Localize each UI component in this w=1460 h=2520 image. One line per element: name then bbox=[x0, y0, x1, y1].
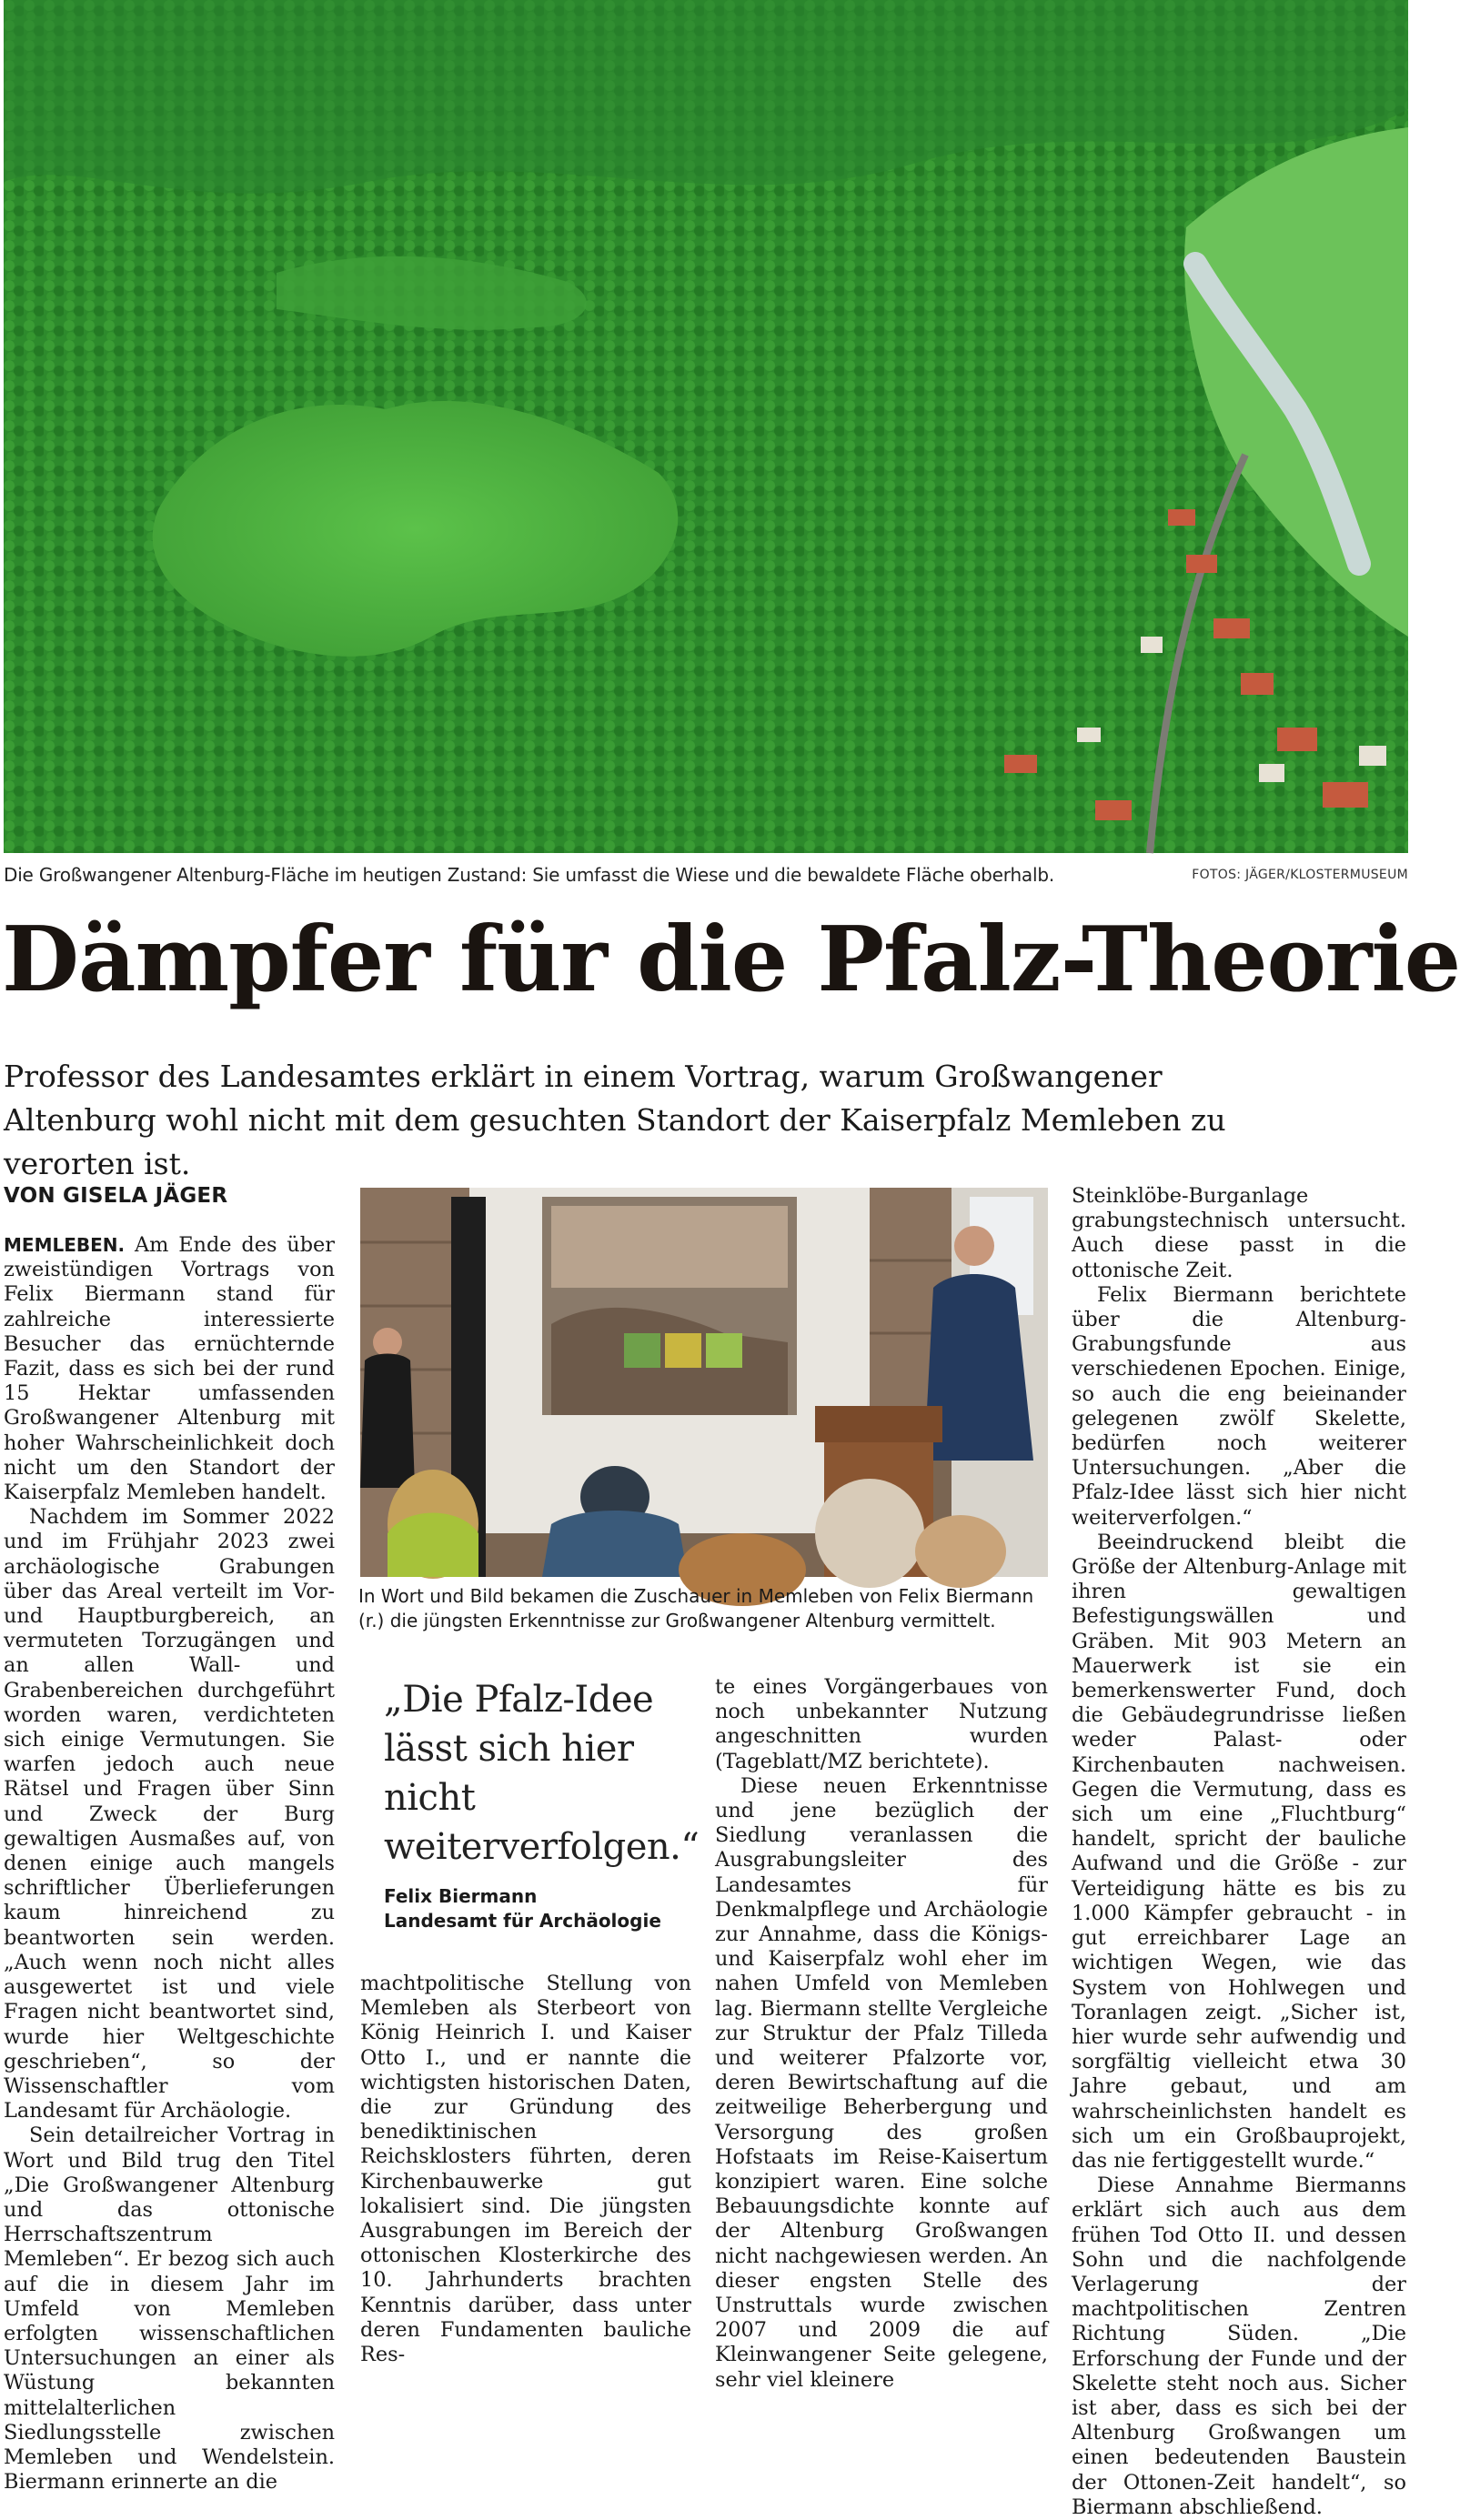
paragraph bbox=[4, 1233, 335, 1505]
paragraph: machtpolitische Stellung von Memleben als Sterbeort von König Heinrich I. und Kaiser Otto I., und er nannte die wichtigsten historischen Daten, die zur Gründung des benediktinischen Reichsklosters führten, deren Kirchenbauwerke gut lokalisiert sind. Die jüngsten Ausgrabungen im Bereich der ottonischen Klosterkirche des 10. Jahrhunderts brachten Kenntnis darüber, dass unter deren Fundamenten bauliche Res- bbox=[360, 1972, 691, 2367]
article-column-4 bbox=[1072, 1184, 1406, 2519]
article-subheadline: Professor des Landesamtes erklärt in einem Vortrag, warum Großwangener Altenburg wohl nicht mit dem gesuchten Standort der Kaiserpfalz Memleben zu verorten ist. bbox=[4, 1059, 1226, 1181]
paragraph: Nachdem im Sommer 2022 und im Frühjahr 2023 zwei archäologische Grabungen über das Areal verteilt im Vor- und Hauptburgbereich, an vermuteten Torzugängen und an allen Wall- und Grabenbereichen durchgeführt worden waren, verdichteten sich einige Vermutungen. Sie warfen jedoch auch neue Rätsel und Fragen über Sinn und Zweck der Burg gewaltigen Ausmaßes auf, von denen einige auch mangels schriftlicher Überlieferungen kaum hinreichend zu beantworten sein werden. „Auch wenn noch nicht alles ausgewertet ist und viele Fragen nicht beantwortet sind, wurde hier Weltgeschichte geschrieben“, so der Wissenschaftler vom Landesamt für Archäologie. bbox=[4, 1505, 335, 2123]
photo-caption: Die Großwangener Altenburg-Fläche im heutigen Zustand: Sie umfasst die Wiese und die bewaldete Fläche oberhalb. bbox=[4, 864, 1054, 886]
lecture-photo bbox=[360, 1188, 1048, 1577]
lecture-photo-caption: In Wort und Bild bekamen die Zuschauer in Memleben von Felix Biermann (r.) die jüngsten Erkenntnisse zur Großwangener Altenburg vermittelt. bbox=[358, 1585, 1034, 1631]
byline: VON GISELA JÄGER bbox=[4, 1184, 228, 1208]
photo-caption-row bbox=[4, 864, 1408, 888]
paragraph: Sein detailreicher Vortrag in Wort und Bild trug den Titel „Die Großwangener Altenburg und das ottonische Herrschaftszentrum Memleben“. Er bezog sich auch auf die in diesem Jahr im Umfeld von Memleben erfolgten wissenschaftlichen Untersuchungen an einer als Wüstung bekannten mittelalterlichen Siedlungsstelle zwischen Memleben und Wendelstein. Biermann erinnerte an die bbox=[4, 2123, 335, 2495]
aerial-photo-illustration bbox=[4, 0, 1408, 853]
article-column-1 bbox=[4, 1233, 335, 2495]
paragraph: Felix Biermann berichtete über die Altenburg-Grabungsfunde aus verschiedenen Epochen. Einige, so auch die eng beieinander gelegenen zwölf Skelette, bedürfen noch weiterer Untersuchungen. „Aber die Pfalz-Idee lässt sich hier nicht weiterverfolgen.“ bbox=[1072, 1282, 1406, 1530]
paragraph: Diese Annahme Biermanns erklärt sich auch aus dem frühen Tod Otto II. und dessen Sohn und die nachfolgende Verlagerung der machtpolitischen Zentren Richtung Süden. „Die Erforschung der Funde und der Skelette steht noch aus. Sicher ist aber, dass es sich bei der Altenburg Großwangen um einen bedeutenden Baustein der Ottonen-Zeit handelt“, so Biermann abschließend. bbox=[1072, 2174, 1406, 2519]
aerial-photo bbox=[4, 0, 1408, 853]
dateline: MEMLEBEN. bbox=[4, 1234, 126, 1256]
photo-credit: FOTOS: JÄGER/KLOSTERMUSEUM bbox=[1192, 868, 1408, 882]
quote-text: „Die Pfalz-Idee lässt sich hier nicht weiterverfolgen.“ bbox=[384, 1679, 700, 1868]
paragraph: Beeindruckend bleibt die Größe der Altenburg-Anlage mit ihren gewaltigen Befestigungswällen und Gräben. Mit 903 Metern an Mauerwerk ist sie ein bemerkenswerter Fund, doch die Gebäudegrundrisse ließen weder Palast- oder Kirchenbauten nachweisen. Gegen die Vermutung, dass es sich um eine „Fluchtburg“ handelt, spricht der bauliche Aufwand und die Größe - zur Verteidigung hätte es bis zu 1.000 Kämpfer gebraucht - in gut erreichbarer Lage an wichtigen Wegen, wie das System von Hohlwegen und Toranlagen zeigt. „Sicher ist, hier wurde sehr aufwendig und sorgfältig vielleicht etwa 30 Jahre gebaut, und am wahrscheinlichsten handelt es sich um ein Großbauprojekt, das nie fertiggestellt wurde.“ bbox=[1072, 1530, 1406, 2173]
paragraph-text: Am Ende des über zweistündigen Vortrags von Felix Biermann stand für zahlreiche interessierte Besucher das ernüchternde Fazit, dass es sich bei der rund 15 Hektar umfassenden Großwangener Altenburg mit hoher Wahrscheinlichkeit doch nicht um den Standort der Kaiserpfalz Memleben handelt. bbox=[4, 1233, 335, 1505]
quote-author-org: Landesamt für Archäologie bbox=[384, 1910, 661, 1932]
quote-author-name: Felix Biermann bbox=[384, 1885, 538, 1907]
article-column-2 bbox=[360, 1972, 691, 2367]
article-column-3 bbox=[715, 1675, 1048, 2392]
quote-author bbox=[384, 1884, 693, 1933]
lecture-photo-illustration bbox=[360, 1188, 1048, 1577]
paragraph: Diese neuen Erkenntnisse und jene bezüglich der Siedlung veranlassen die Ausgrabungsleiter des Landesamtes für Denkmalpflege und Archäologie zur Annahme, dass die Königs- und Kaiserpfalz wohl eher im nahen Umfeld von Memleben lag. Biermann stellte Vergleiche zur Struktur der Pfalz Tilleda und weiterer Pfalzorte vor, deren Bewirtschaftung auf die zeitweilige Beherbergung und Versorgung des großen Hofstaats im Reise-Kaisertum konzipiert waren. Eine solche Bebauungsdichte konnte auf der Altenburg Großwangen nicht nachgewiesen werden. An dieser engsten Stelle des Unstruttals wurde zwischen 2007 und 2009 die auf Kleinwangener Seite gelegene, sehr viel kleinere bbox=[715, 1773, 1048, 2392]
paragraph: te eines Vorgängerbaues von noch unbekannter Nutzung angeschnitten wurden (Tageblatt/MZ berichtete). bbox=[715, 1675, 1048, 1773]
paragraph: Steinklöbe-Burganlage grabungstechnisch untersucht. Auch diese passt in die ottonische Zeit. bbox=[1072, 1184, 1406, 1282]
pull-quote bbox=[384, 1675, 700, 1933]
article-headline: Dämpfer für die Pfalz-Theorie bbox=[2, 908, 1460, 1012]
